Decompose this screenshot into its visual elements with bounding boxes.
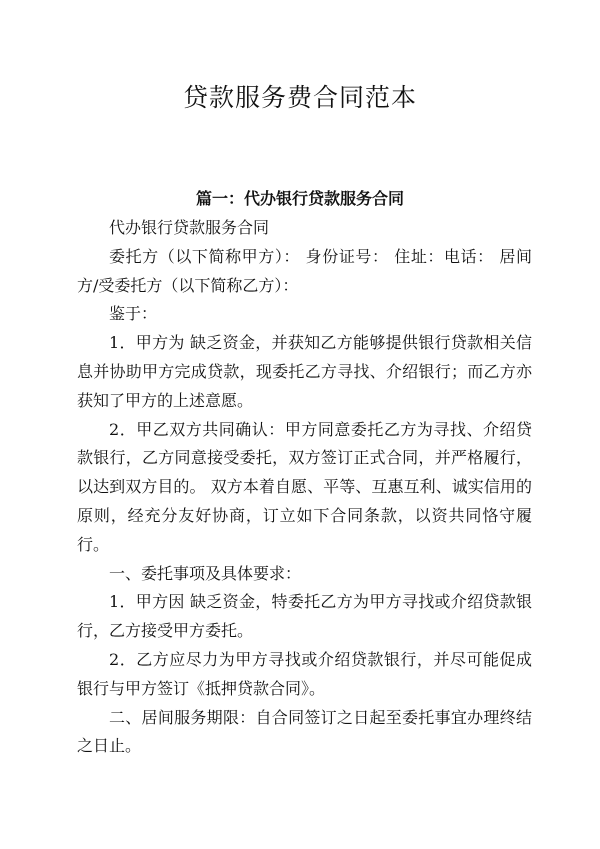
paragraph-1: 代办银行贷款服务合同 [109,218,270,237]
paragraph-3: 鉴于： [109,304,158,324]
paragraph-5: 2．甲乙双方共同确认：甲方同意委托乙方为寻找、介绍贷款银行，乙方同意接受委托，双方签订正式合同，并严格履行，以达到双方目的。 双方本着自愿、平等、互惠互利、诚实信用的原则，经充分友好协商，订立如下合同条款，以资共同恪守履行。 [77,419,532,554]
paragraph-2: 委托方（以下简称甲方）： 身份证号： 住址：电话： 居间方/受委托方（以下简称乙方）： [77,246,532,295]
paragraph-7: 1．甲方因 缺乏资金，特委托乙方为甲方寻找或介绍贷款银行，乙方接受甲方委托。 [77,592,532,641]
paragraph-8: 2．乙方应尽力为甲方寻找或介绍贷款银行，并尽可能促成银行与甲方签订《抵押贷款合同》。 [77,649,532,698]
paragraph-4: 1．甲方为 缺乏资金，并获知乙方能够提供银行贷款相关信息并协助甲方完成贷款，现委托乙方寻找、介绍银行；而乙方亦获知了甲方的上述意愿。 [77,333,532,410]
document-title: 贷款服务费合同范本 [182,83,417,112]
paragraph-6: 一、委托事项及具体要求： [109,563,302,583]
document-body [77,214,532,761]
section-title: 篇一：代办银行贷款服务合同 [195,189,404,208]
paragraph-9: 二、居间服务期限：自合同签订之日起至委托事宜办理终结之日止。 [77,707,532,756]
